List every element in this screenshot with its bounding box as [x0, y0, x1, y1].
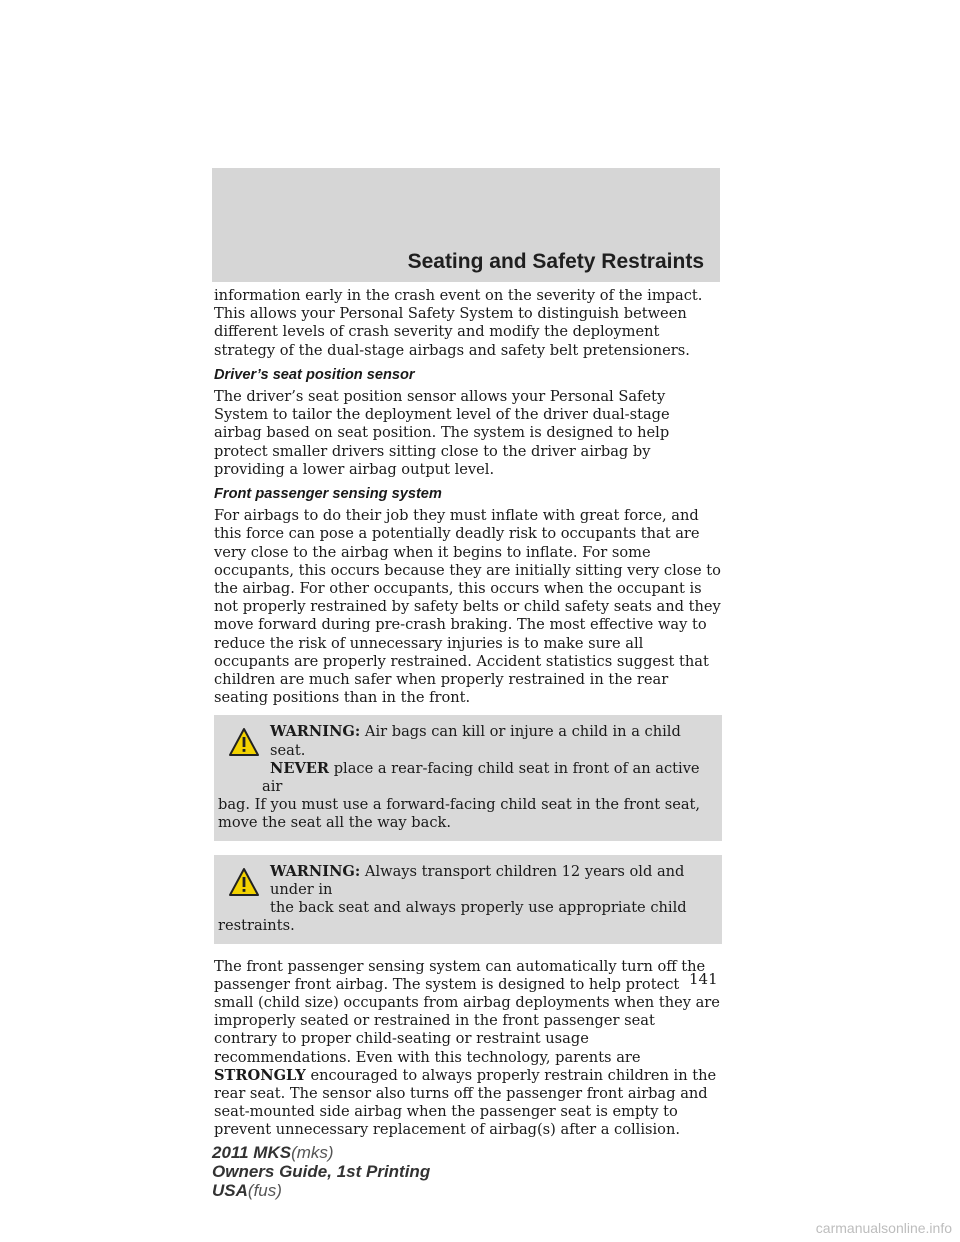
paragraph-crash-severity: information early in the crash event on the severity of the impact. This allows your Personal Safety System to distinguish between different levels of crash severity and modify the deployment strategy of the dual-stage airbags and safety belt pretensioners. — [214, 287, 703, 359]
warning-label: WARNING: — [270, 862, 361, 880]
warning-text: place a rear-facing child seat in front of an active air — [262, 759, 700, 796]
warning-box-child-seat — [214, 715, 722, 840]
warning-triangle-icon — [228, 727, 260, 757]
site-watermark: carmanualsonline.info — [815, 1220, 952, 1236]
section-title: Seating and Safety Restraints — [407, 250, 704, 273]
warning-text: Always transport children 12 years old and under in — [270, 862, 685, 898]
warning-text: restraints. — [218, 917, 295, 935]
page-number: 141 — [689, 970, 718, 988]
warning-box-back-seat — [214, 855, 722, 944]
paragraph-seat-position-sensor: The driver’s seat position sensor allows your Personal Safety System to tailor the deployment level of the driver dual-stage airbag based on seat position. The system is designed to help protect smaller drivers sitting close to the driver airbag by providing a lower airbag output level. — [214, 388, 670, 478]
warning-triangle-icon — [228, 867, 260, 897]
warning-text: Air bags can kill or injure a child in a child seat. — [270, 723, 681, 759]
warning-never: NEVER — [270, 759, 330, 777]
warning-text: the back seat and always properly use appropriate child — [270, 899, 687, 917]
warning-label: WARNING: — [270, 723, 361, 741]
section-header-band — [212, 168, 720, 282]
paragraph-airbag-force: For airbags to do their job they must inflate with great force, and this force can pose a potentially deadly risk to occupants that are very close to the airbag when it begins to inflate. For some occupants, this occurs because they are initially sitting very close to the airbag. For other occupants, this occurs when the occupant is not properly restrained by safety belts or child safety seats and they move forward during pre-crash braking. The most effective way to reduce the risk of unnecessary injuries is to make sure all occupants are properly restrained. Accident statistics suggest that children are much safer when properly restrained in the rear seating positions than in the front. — [214, 507, 721, 707]
heading-seat-position-sensor: Driver’s seat position sensor — [214, 366, 415, 383]
heading-passenger-sensing: Front passenger sensing system — [214, 486, 442, 503]
paragraph-sensing-system: The front passenger sensing system can automatically turn off the passenger front airbag. The system is designed to help protect small (child size) occupants from airbag deployments when they are improperly seated or restrained in the front passenger seat contrary to proper child-seating or restraint usage recommendations. Even with this technology, parents are STRONGLY encouraged to always properly restrain children in the rear seat. The sensor also turns off the passenger front airbag and seat-mounted side airbag when the passenger seat is empty to prevent unnecessary replacement of airbag(s) after a collision. — [214, 957, 720, 1139]
page-content — [214, 287, 722, 1146]
warning-text: bag. If you must use a forward-facing child seat in the front seat, move the seat all the way back. — [218, 796, 701, 832]
document-footer: 2011 MKS(mks) Owners Guide, 1st Printing USA(fus) — [212, 1143, 431, 1200]
emphasis-strongly: STRONGLY — [214, 1066, 306, 1084]
